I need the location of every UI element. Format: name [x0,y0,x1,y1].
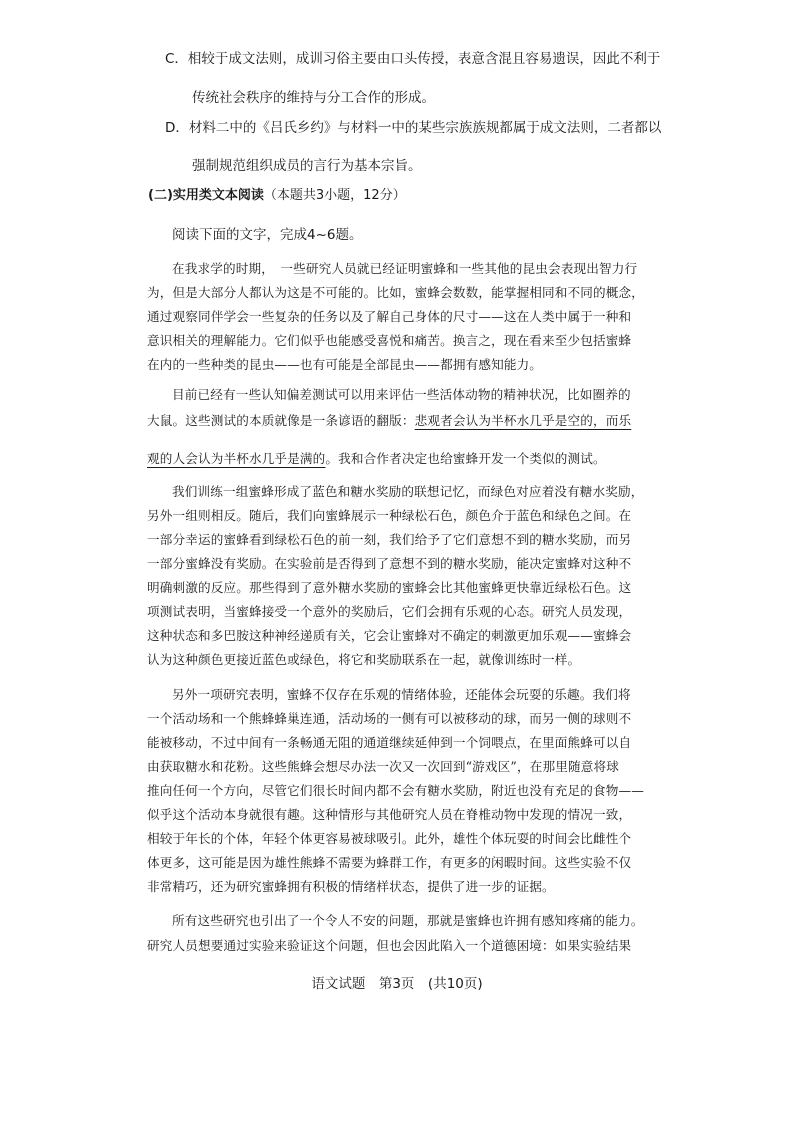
passage-line: 意识相关的理解能力。它们似乎也能感受喜悦和痛苦。换言之，现在看来至少包括蜜蜂 [147,333,632,348]
passage-line [147,412,631,429]
page-footer: 语文试题 第3页 (共10页) [311,976,483,992]
passage-line: 明确刺激的反应。那些得到了意外糖水奖励的蜜蜂会比其他蜜蜂更快靠近绿松石色。这 [147,580,632,595]
option-d-line1: D．材料二中的《吕氏乡约》与材料一中的某些宗族族规都属于成文法则，二者都以 [165,120,662,136]
passage-text: 。我和合作者决定也给蜜蜂开发一个类似的测试。 [325,451,606,466]
passage-line: 我们训练一组蜜蜂形成了蓝色和糖水奖励的联想记忆，而绿色对应着没有糖水奖励， [172,484,644,499]
reading-instruction: 阅读下面的文字，完成4~6题。 [172,227,363,243]
passage-line: 研究人员想要通过实验来验证这个问题，但也会因此陷入一个道德困境：如果实验结果 [147,938,632,953]
passage-line: 这种状态和多巴胺这种神经递质有关，它会让蜜蜂对不确定的刺激更加乐观——蜜蜂会 [147,628,632,643]
passage-line: 由获取糖水和花粉。这些熊蜂会想尽办法一次又一次回到“游戏区”，在那里随意将球 [147,759,619,774]
passage-line: 体更多，这可能是因为雄性熊蜂不需要为蜂群工作，有更多的闲暇时间。这些实验不仅 [147,855,632,870]
passage-line: 相较于年长的个体，年轻个体更容易被球吸引。此外，雄性个体玩耍的时间会比雌性个 [147,831,632,846]
passage-line: 项测试表明，当蜜蜂接受一个意外的奖励后，它们会拥有乐观的心态。研究人员发现， [147,604,632,619]
passage-line: 在内的一些种类的昆虫——也有可能是全部昆虫——都拥有感知能力。 [147,357,543,372]
passage-line: 另外一组则相反。随后，我们向蜜蜂展示一种绿松石色，颜色介于蓝色和绿色之间。在 [147,508,632,523]
underlined-quote: 观的人会认为半杯水几乎是满的 [147,451,326,466]
passage-line: 为，但是大部分人都认为这是不可能的。比如，蜜蜂会数数，能掌握相同和不同的概念， [147,285,645,300]
section-title: (二)实用类文本阅读 [148,188,264,203]
option-c-line2: 传统社会秩序的维持与分工合作的形成。 [192,90,435,106]
passage-line: 一部分幸运的蜜蜂看到绿松石色的前一刻，我们给予了它们意想不到的糖水奖励，而另 [147,532,632,547]
passage-line: 似乎这个活动本身就很有趣。这种情形与其他研究人员在脊椎动物中发现的情况一致， [147,807,632,822]
passage-line: 目前已经有一些认知偏差测试可以用来评估一些活体动物的精神状况，比如圈养的 [172,387,631,402]
passage-line [147,450,606,467]
passage-line: 在我求学的时期， 一些研究人员就已经证明蜜蜂和一些其他的昆虫会表现出智力行 [172,261,638,276]
passage-line: 能被移动，不过中间有一条畅通无阻的通道继续延伸到一个饲喂点，在里面熊蜂可以自 [147,735,632,750]
passage-line: 通过观察同伴学会一些复杂的任务以及了解自己身体的尺寸——这在人类中属于一种和 [147,309,632,324]
passage-line: 所有这些研究也引出了一个令人不安的问题，那就是蜜蜂也许拥有感知疼痛的能力。 [172,913,644,928]
option-d-line2: 强制规范组织成员的言行为基本宗旨。 [192,158,422,174]
option-c-line1: C．相较于成文法则，成训习俗主要由口头传授，表意含混且容易遗误，因此不利于 [165,51,661,67]
underlined-quote: 悲观者会认为半杯水几乎是空的，而乐 [414,413,632,428]
passage-line: 推向任何一个方向，尽管它们很长时间内都不会有糖水奖励，附近也没有充足的食物—— [147,783,645,798]
passage-line: 一部分蜜蜂没有奖励。在实验前是否得到了意想不到的糖水奖励，能决定蜜蜂对这种不 [147,556,632,571]
passage-line: 另外一项研究表明，蜜蜂不仅存在乐观的情绪体验，还能体会玩耍的乐趣。我们将 [172,687,631,702]
section-note: （本题共3小题，12分） [263,188,406,203]
passage-line: 一个活动场和一个熊蜂蜂巢连通，活动场的一侧有可以被移动的球，而另一侧的球则不 [147,711,632,726]
passage-line: 非常精巧，还为研究蜜蜂拥有积极的情绪样状态，提供了进一步的证据。 [147,879,555,894]
passage-line: 认为这种颜色更接近蓝色或绿色，将它和奖励联系在一起，就像训练时一样。 [147,652,581,667]
passage-text: 大鼠。这些测试的本质就像是一条谚语的翻版： [147,413,415,428]
section-heading [148,187,406,204]
